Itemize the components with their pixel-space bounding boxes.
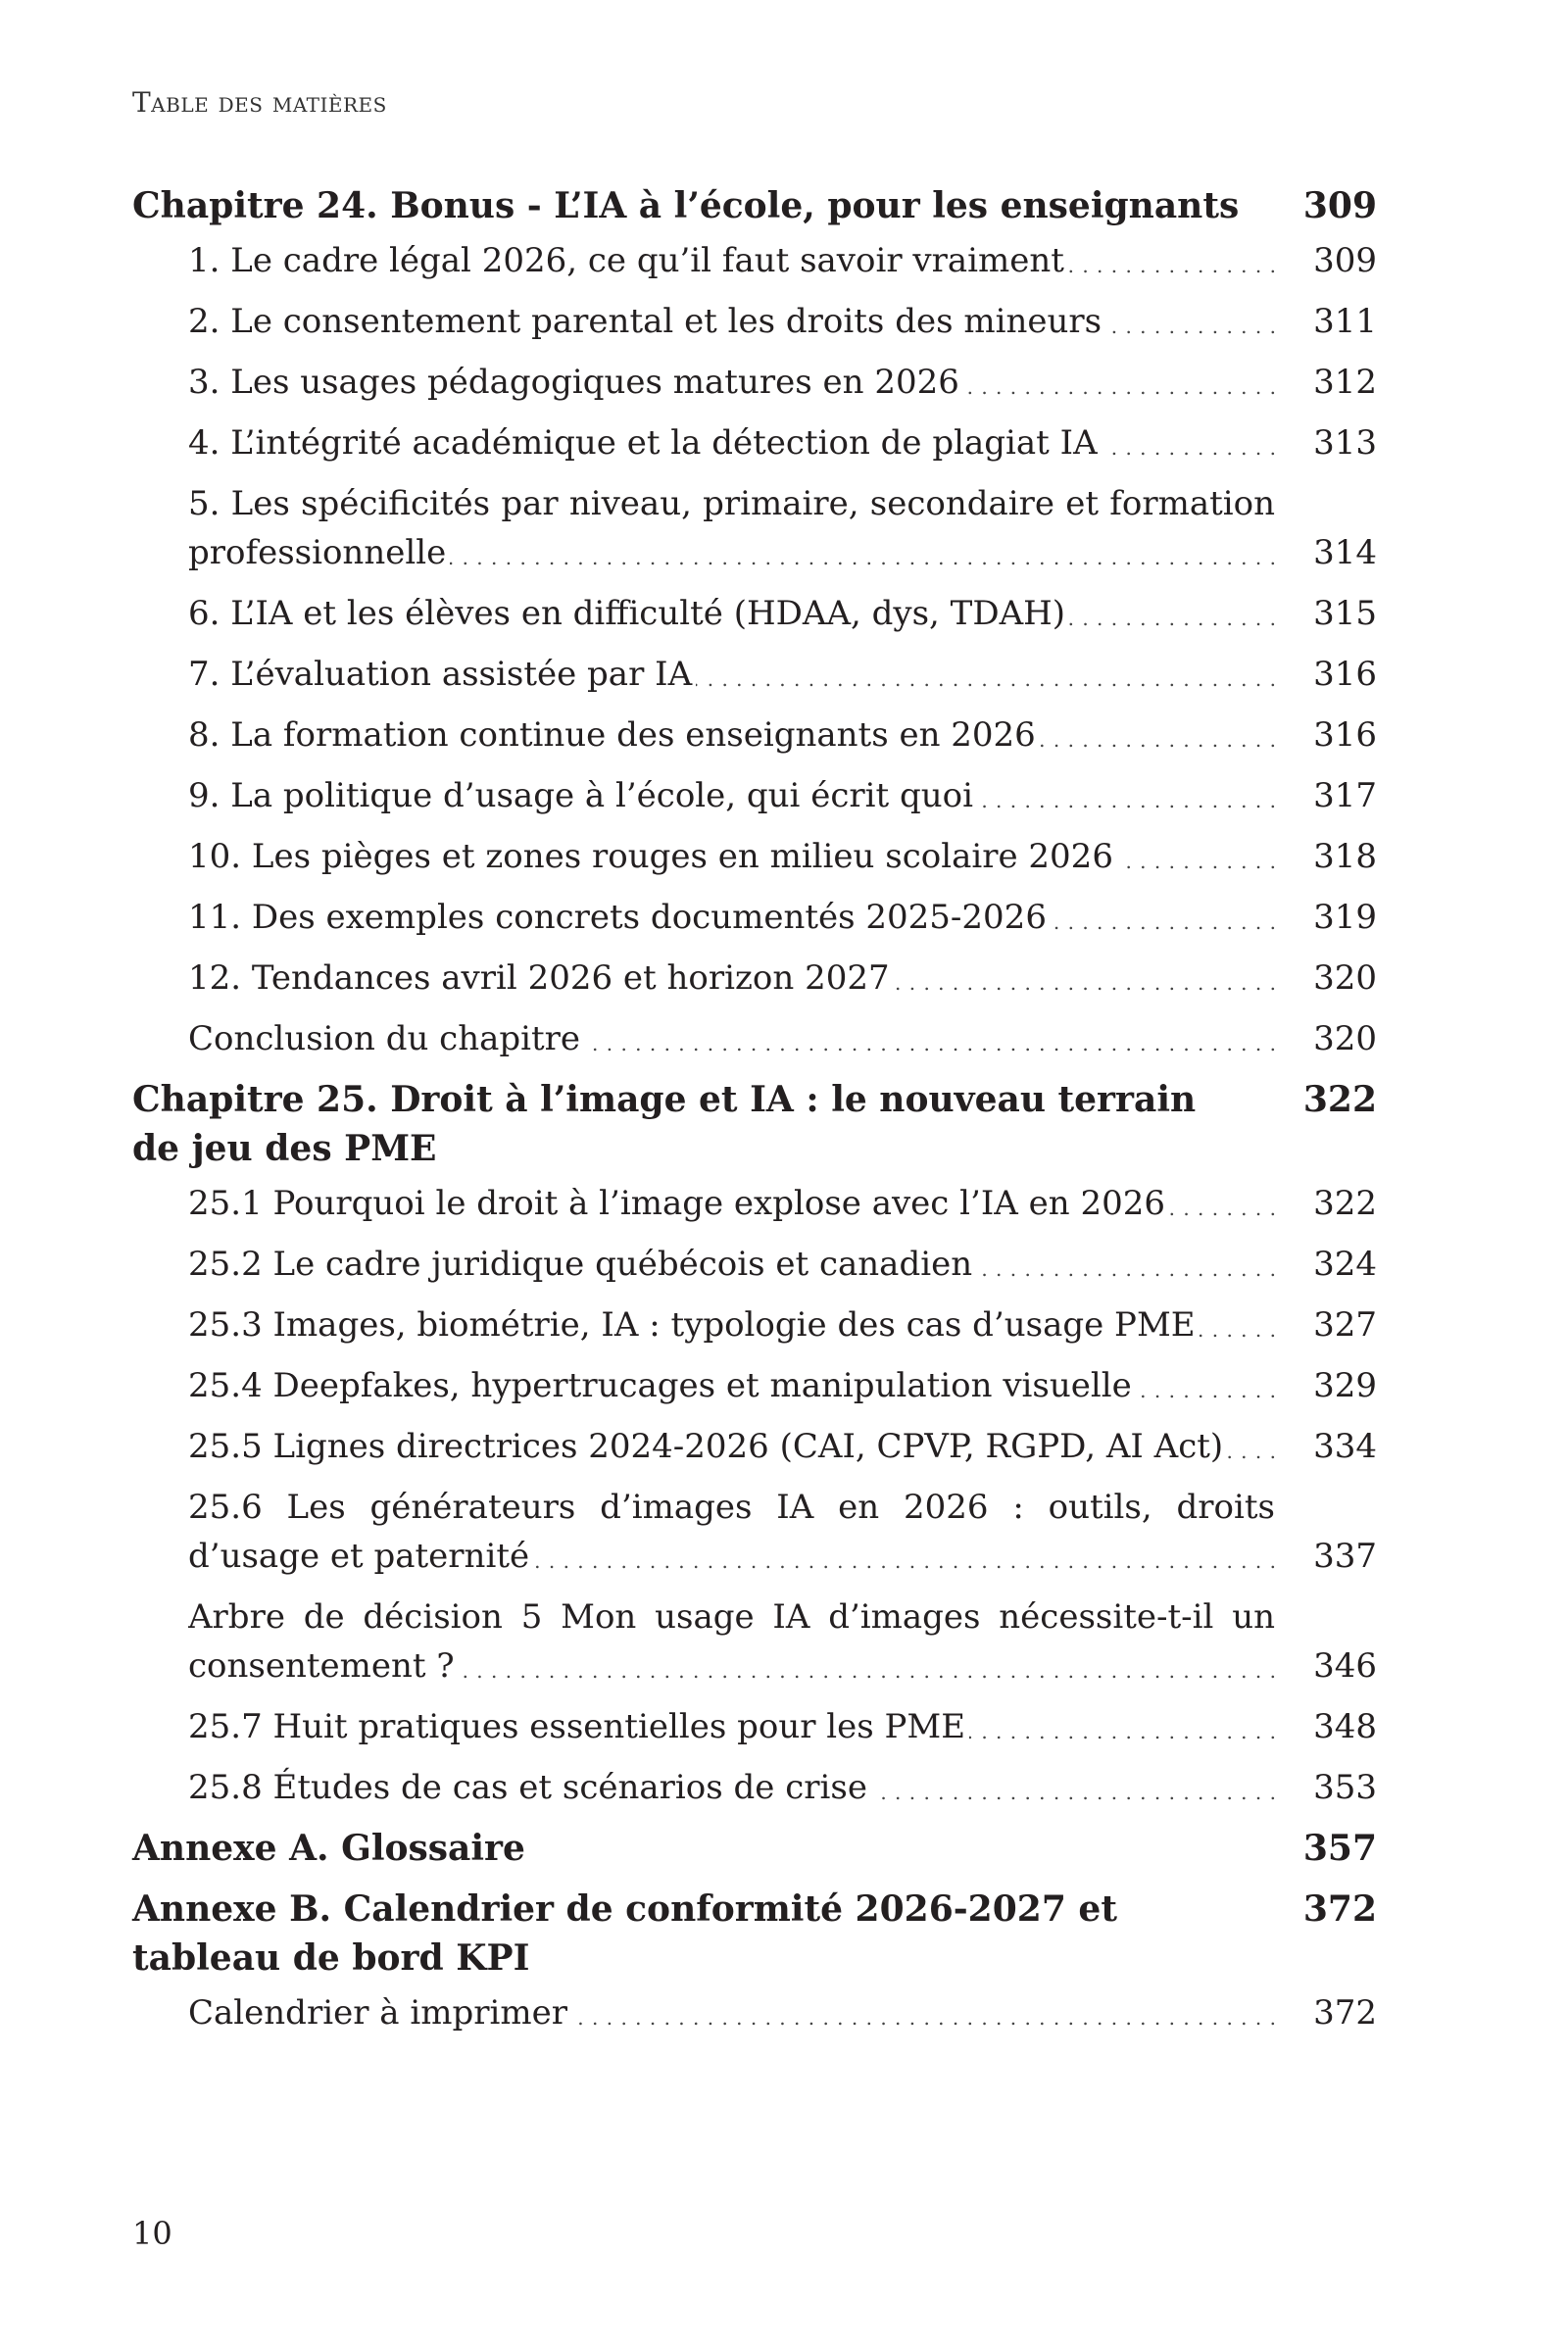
toc-entry[interactable] <box>188 1763 1377 1812</box>
entry-label: 1. Le cadre légal 2026, ce qu’il faut savoir vraiment <box>188 241 1068 280</box>
toc-entry[interactable] <box>188 1240 1377 1289</box>
entry-label: 25.7 Huit pratiques essentielles pour les PME <box>188 1707 969 1746</box>
toc-entry[interactable] <box>188 1483 1377 1581</box>
chapter-page: 357 <box>1302 1828 1377 1869</box>
entry-page: 324 <box>1313 1245 1377 1284</box>
entry-label: 11. Des exemples concrets documentés 2025-2026 <box>188 898 1051 937</box>
entry-label: 2. Le consentement parental et les droits des mineurs <box>188 302 1105 341</box>
toc-entry[interactable] <box>188 710 1377 760</box>
toc-entry[interactable] <box>188 1179 1377 1228</box>
toc-entry[interactable] <box>188 589 1377 638</box>
table-of-contents <box>132 181 1377 2049</box>
toc-entry[interactable] <box>188 1592 1377 1690</box>
toc-entry[interactable] <box>188 893 1377 942</box>
entry-label: Conclusion du chapitre <box>188 1019 584 1058</box>
chapter-title: Annexe B. Calendrier de conformité 2026-2027 et tableau de bord KPI <box>132 1888 1117 1979</box>
entry-page: 309 <box>1313 241 1377 280</box>
entry-page: 314 <box>1313 533 1377 572</box>
toc-entry[interactable] <box>188 1702 1377 1751</box>
entry-page: 319 <box>1313 898 1377 937</box>
toc-entry[interactable] <box>188 236 1377 285</box>
toc-entry[interactable] <box>188 650 1377 699</box>
entry-label: 25.2 Le cadre juridique québécois et canadien <box>188 1245 976 1284</box>
entry-label: 3. Les usages pédagogiques matures en 2026 <box>188 363 963 402</box>
entry-label: 9. La politique d’usage à l’école, qui écrit quoi <box>188 776 977 815</box>
entry-page: 346 <box>1313 1646 1377 1686</box>
toc-chapter-25[interactable] <box>132 1075 1377 1173</box>
entry-page: 317 <box>1313 776 1377 815</box>
entry-label: 10. Les pièges et zones rouges en milieu scolaire 2026 <box>188 837 1117 876</box>
toc-entry[interactable] <box>188 1988 1377 2037</box>
chapter-page: 322 <box>1302 1079 1377 1120</box>
toc-entry[interactable] <box>188 358 1377 407</box>
toc-entry[interactable] <box>188 954 1377 1003</box>
entry-label: Arbre de décision 5 Mon usage IA d’images nécessite-t-il un consentement ? <box>188 1597 1275 1686</box>
toc-entry[interactable] <box>188 297 1377 346</box>
entry-label: 25.4 Deepfakes, hypertrucages et manipulation visuelle <box>188 1366 1136 1405</box>
chapter-page: 372 <box>1302 1888 1377 1930</box>
entry-page: 334 <box>1313 1427 1377 1466</box>
toc-entry[interactable] <box>188 479 1377 577</box>
chapter-page: 309 <box>1302 185 1377 226</box>
entry-page: 313 <box>1313 423 1377 463</box>
chapter-title: Annexe A. Glossaire <box>132 1828 525 1869</box>
entry-page: 320 <box>1313 1019 1377 1058</box>
toc-entry[interactable] <box>188 1361 1377 1410</box>
toc-entries-chapter-24 <box>188 236 1377 1063</box>
entry-page: 316 <box>1313 715 1377 755</box>
chapter-title: Chapitre 24. Bonus - L’IA à l’école, pour les enseignants <box>132 185 1240 226</box>
entry-page: 311 <box>1313 302 1377 341</box>
toc-entries-annex-b <box>188 1988 1377 2037</box>
toc-entry[interactable] <box>188 1422 1377 1471</box>
entry-page: 337 <box>1313 1537 1377 1576</box>
entry-label: 25.8 Études de cas et scénarios de crise <box>188 1768 871 1807</box>
entry-label: 8. La formation continue des enseignants en 2026 <box>188 715 1040 755</box>
entry-page: 348 <box>1313 1707 1377 1746</box>
entry-page: 318 <box>1313 837 1377 876</box>
entry-page: 327 <box>1313 1305 1377 1345</box>
entry-page: 315 <box>1313 594 1377 633</box>
entry-label: 25.1 Pourquoi le droit à l’image explose avec l’IA en 2026 <box>188 1184 1169 1223</box>
entry-page: 312 <box>1313 363 1377 402</box>
toc-entry[interactable] <box>188 1014 1377 1063</box>
entry-label: 12. Tendances avril 2026 et horizon 2027 <box>188 958 894 998</box>
running-header: Table des matières <box>132 86 387 119</box>
entry-label: 25.5 Lignes directrices 2024-2026 (CAI, CPVP, RGPD, AI Act) <box>188 1427 1227 1466</box>
toc-entry[interactable] <box>188 418 1377 467</box>
toc-entry[interactable] <box>188 1300 1377 1349</box>
entry-page: 372 <box>1313 1993 1377 2033</box>
toc-entry[interactable] <box>188 832 1377 881</box>
toc-annex-a[interactable] <box>132 1824 1377 1873</box>
entry-page: 329 <box>1313 1366 1377 1405</box>
toc-entry[interactable] <box>188 771 1377 820</box>
toc-entries-chapter-25 <box>188 1179 1377 1812</box>
entry-page: 353 <box>1313 1768 1377 1807</box>
entry-label: 25.3 Images, biométrie, IA : typologie des cas d’usage PME <box>188 1305 1200 1345</box>
toc-annex-b[interactable] <box>132 1885 1377 1983</box>
page-number: 10 <box>132 2215 172 2252</box>
entry-label: Calendrier à imprimer <box>188 1993 571 2033</box>
toc-chapter-24[interactable] <box>132 181 1377 230</box>
entry-label: 7. L’évaluation assistée par IA <box>188 655 696 694</box>
entry-label: 4. L’intégrité académique et la détection de plagiat IA <box>188 423 1102 463</box>
entry-label: 5. Les spécificités par niveau, primaire, secondaire et formation professionnelle <box>188 484 1275 572</box>
entry-label: 6. L’IA et les élèves en difficulté (HDAA, dys, TDAH) <box>188 594 1069 633</box>
entry-page: 320 <box>1313 958 1377 998</box>
chapter-title: Chapitre 25. Droit à l’image et IA : le nouveau terrain de jeu des PME <box>132 1079 1197 1169</box>
entry-page: 316 <box>1313 655 1377 694</box>
entry-page: 322 <box>1313 1184 1377 1223</box>
entry-label: 25.6 Les générateurs d’images IA en 2026 : outils, droits d’usage et paternité <box>188 1488 1275 1576</box>
